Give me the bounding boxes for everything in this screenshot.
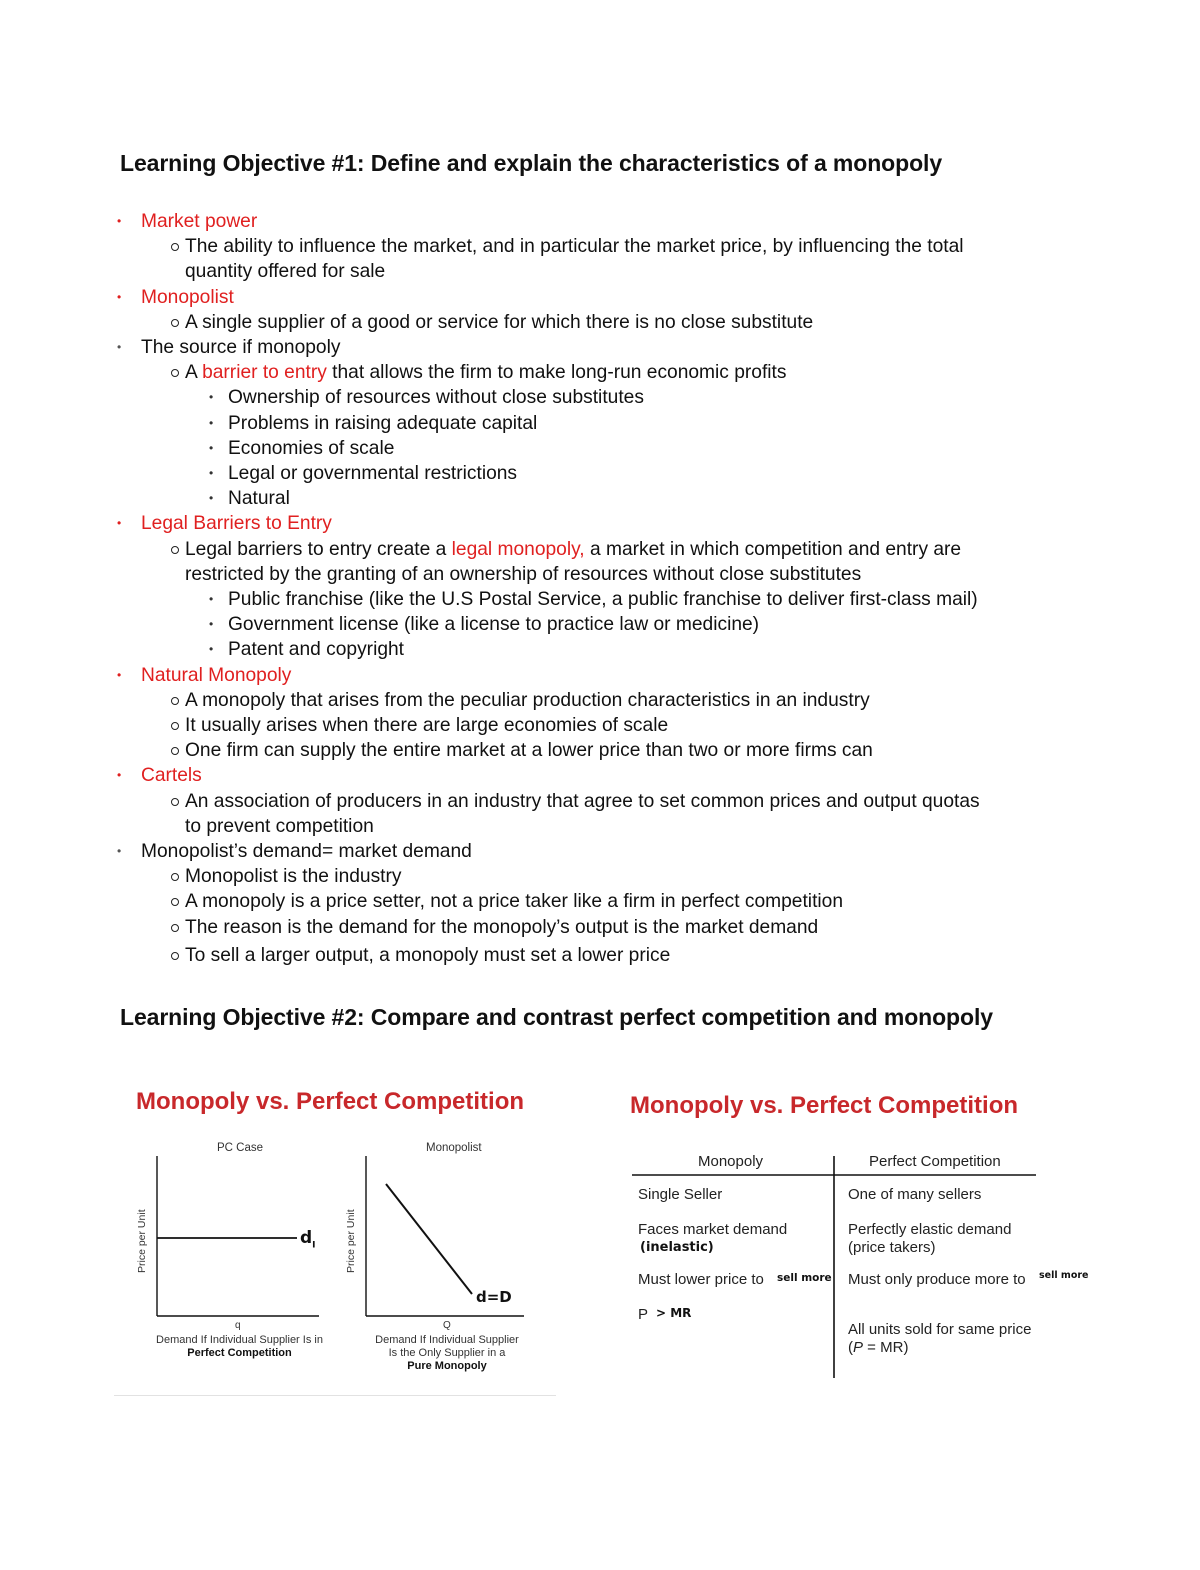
- legal-def-pre: Legal barriers to entry create a: [185, 538, 452, 560]
- cartels-term: • Cartels: [114, 763, 1104, 788]
- pc-demand-label-d: d: [300, 1228, 313, 1248]
- barrier-pre: A: [185, 362, 203, 384]
- mono-cap-line1: Demand If Individual Supplier: [375, 1334, 519, 1346]
- pc-eq-p: P: [853, 1339, 864, 1356]
- legal-subitem: • Patent and copyright: [114, 637, 1104, 662]
- monopolist-graph-title: Monopolist: [426, 1142, 482, 1154]
- monopoly-source-item: • The source if monopoly: [114, 335, 1104, 360]
- pc-demand-label: [300, 1228, 316, 1250]
- barrier-post: that allows the firm to make long-run economic profits: [326, 362, 787, 384]
- mono-row-1: Single Seller: [638, 1186, 723, 1203]
- learning-objective-2-heading: Learning Objective #2: Compare and contrast perfect competition and monopoly: [120, 1004, 993, 1030]
- pc-cap-line1: Demand If Individual Supplier Is in: [156, 1334, 323, 1346]
- cartels-def-line1: An association of producers in an industry that agree to set common prices and output quotas: [185, 790, 980, 812]
- mono-graph-caption: [357, 1334, 537, 1373]
- pc-row-2: Perfectly elastic demand: [848, 1221, 1012, 1238]
- legal-def-post: a market in which competition and entry are: [584, 538, 962, 560]
- cartels-def-line2: to prevent competition: [185, 815, 374, 837]
- pc-eq-open: (: [848, 1339, 853, 1356]
- comparison-table-figure: [620, 1090, 1090, 1390]
- cartels-definition: [114, 789, 1104, 839]
- mono-x-axis-label: Q: [443, 1320, 451, 1331]
- pc-row-3: Must only produce more to: [848, 1271, 1026, 1288]
- demand-graphs-figure: [114, 1078, 556, 1396]
- mono-hand-inelastic: (inelastic): [640, 1240, 714, 1255]
- pc-graph-caption: [142, 1334, 337, 1360]
- legal-monopoly-term: legal monopoly,: [451, 538, 585, 560]
- lo1-outline: [114, 209, 1104, 968]
- monopolist-definition: A single supplier of a good or service for which there is no close substitute: [114, 310, 1104, 335]
- pc-y-axis-label: Price per Unit: [136, 1209, 148, 1273]
- barrier-to-entry-item: [114, 360, 1104, 385]
- legal-subitem: • Government license (like a license to practice law or medicine): [114, 612, 1104, 637]
- col-header-perfect-competition: Perfect Competition: [869, 1153, 1001, 1170]
- pc-row-4: All units sold for same price: [848, 1321, 1032, 1338]
- demand-subitem: Monopolist is the industry: [114, 864, 1104, 889]
- monopolist-demand-item: • Monopolist’s demand= market demand: [114, 839, 1104, 864]
- market-power-def-line1: The ability to influence the market, and in particular the market price, by influencing the total: [185, 236, 964, 258]
- natural-monopoly-item: One firm can supply the entire market at a lower price than two or more firms can: [114, 738, 1104, 763]
- barrier-subitem: • Natural: [114, 486, 1104, 511]
- pc-row-2b: (price takers): [848, 1239, 936, 1256]
- natural-monopoly-item: A monopoly that arises from the peculiar production characteristics in an industry: [114, 688, 1104, 713]
- learning-objective-1-heading: Learning Objective #1: Define and explain the characteristics of a monopoly: [120, 150, 943, 176]
- market-power-def-line2: quantity offered for sale: [185, 261, 386, 283]
- market-power-term: • Market power: [114, 209, 1104, 234]
- mono-cap-line3: Pure Monopoly: [407, 1360, 487, 1372]
- figure-left-bottom-rule: [114, 1395, 556, 1396]
- pc-row-4b: [848, 1339, 908, 1356]
- mono-row-3: Must lower price to: [638, 1271, 764, 1288]
- pc-hand-sell-more: sell more: [1039, 1270, 1089, 1281]
- pc-row-1: One of many sellers: [848, 1186, 982, 1203]
- mono-row-2: Faces market demand: [638, 1221, 788, 1238]
- mono-row-4: P: [638, 1306, 649, 1323]
- mono-demand-curve: [386, 1184, 472, 1294]
- figure-left-title: Monopoly vs. Perfect Competition: [136, 1088, 525, 1115]
- legal-subitem: • Public franchise (like the U.S Postal Service, a public franchise to deliver first-class mail): [114, 587, 1104, 612]
- pc-cap-line2: Perfect Competition: [187, 1347, 292, 1359]
- col-header-monopoly: Monopoly: [698, 1153, 764, 1170]
- barrier-to-entry-term: barrier to entry: [202, 362, 327, 384]
- mono-cap-line2: Is the Only Supplier in a: [388, 1347, 506, 1359]
- legal-barriers-term: • Legal Barriers to Entry: [114, 511, 1104, 536]
- barrier-subitem: • Economies of scale: [114, 436, 1104, 461]
- barrier-subitem: • Legal or governmental restrictions: [114, 461, 1104, 486]
- pc-demand-label-sub: I: [312, 1240, 316, 1251]
- pc-eq-rest: = MR): [863, 1339, 909, 1356]
- figure-right-title: Monopoly vs. Perfect Competition: [630, 1092, 1019, 1119]
- mono-demand-label: d=D: [476, 1288, 512, 1306]
- mono-hand-greater-mr: > MR: [656, 1306, 692, 1320]
- natural-monopoly-term: • Natural Monopoly: [114, 663, 1104, 688]
- market-power-definition: [114, 234, 1104, 284]
- legal-def-line2: restricted by the granting of an ownership of resources without close substitutes: [185, 563, 862, 585]
- mono-y-axis-label: Price per Unit: [345, 1209, 357, 1273]
- demand-subitem: To sell a larger output, a monopoly must set a lower price: [114, 943, 1104, 968]
- legal-barriers-definition: [114, 537, 1104, 587]
- natural-monopoly-item: It usually arises when there are large economies of scale: [114, 713, 1104, 738]
- barrier-subitem: • Ownership of resources without close substitutes: [114, 385, 1104, 410]
- monopolist-term: • Monopolist: [114, 285, 1104, 310]
- demand-subitem: The reason is the demand for the monopoly’s output is the market demand: [114, 915, 1104, 940]
- barrier-subitem: • Problems in raising adequate capital: [114, 411, 1104, 436]
- pc-x-axis-label: q: [235, 1320, 241, 1331]
- demand-subitem: A monopoly is a price setter, not a price taker like a firm in perfect competition: [114, 889, 1104, 914]
- mono-hand-sell-more: sell more: [777, 1272, 832, 1284]
- pc-graph-title: PC Case: [217, 1142, 264, 1154]
